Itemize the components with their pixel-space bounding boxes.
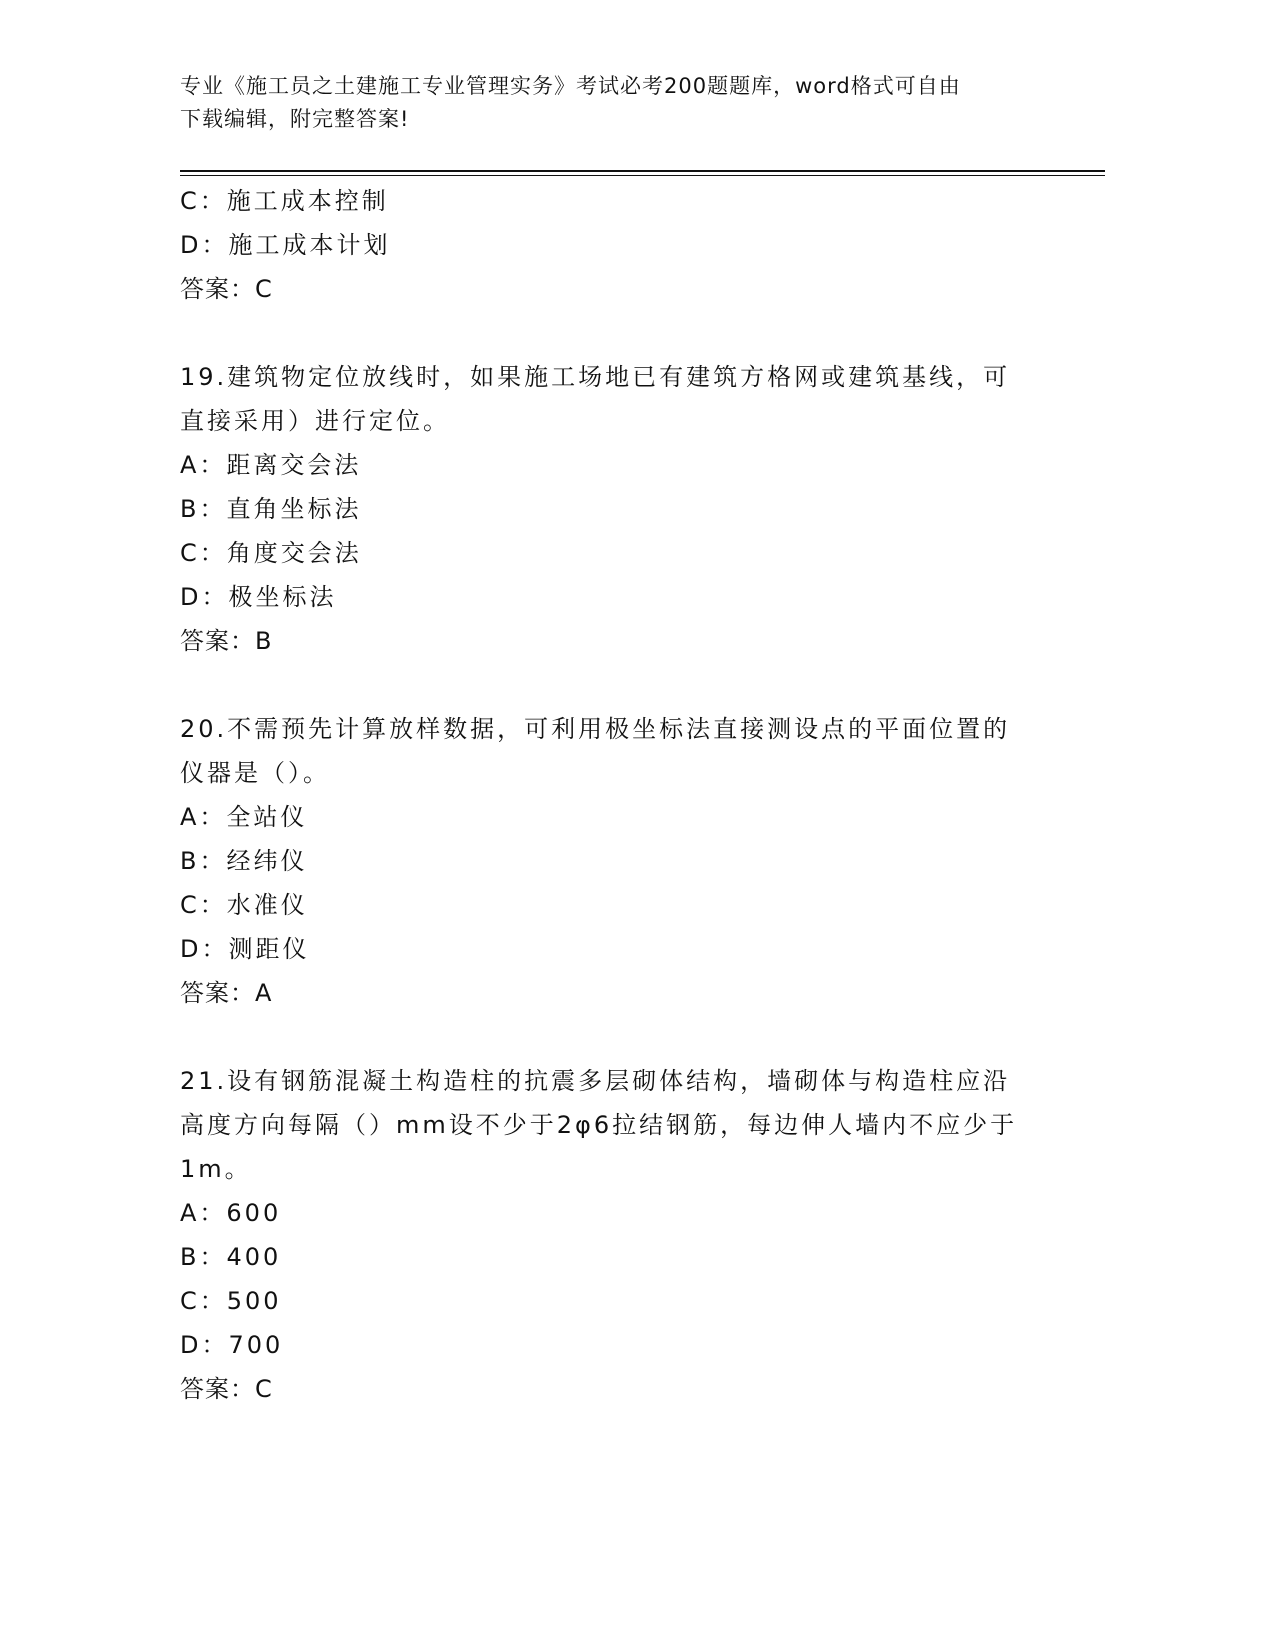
question-list (180, 179, 1080, 1411)
option-d: D：700 (180, 1331, 284, 1359)
answer: 答案：B (180, 627, 273, 655)
header-line-2: 下载编辑，附完整答案! (180, 107, 410, 131)
option-b: B：经纬仪 (180, 847, 308, 875)
header-divider-thick (180, 170, 1105, 172)
option-c: C：水准仪 (180, 891, 308, 919)
option-a: A：600 (180, 1199, 282, 1227)
option-c: C：500 (180, 1287, 282, 1315)
option-d: D：极坐标法 (180, 583, 337, 611)
question-stem-line: 19.建筑物定位放线时，如果施工场地已有建筑方格网或建筑基线，可 (180, 363, 1011, 391)
answer: 答案：A (180, 979, 273, 1007)
question-stem-line: 1m。 (180, 1155, 252, 1183)
question-stem-line: 21.设有钢筋混凝土构造柱的抗震多层砌体结构，墙砌体与构造柱应沿 (180, 1067, 1011, 1095)
option-c: C：施工成本控制 (180, 187, 389, 215)
answer: 答案：C (180, 275, 273, 303)
option-a: A：全站仪 (180, 803, 308, 831)
option-b: B：400 (180, 1243, 282, 1271)
option-b: B：直角坐标法 (180, 495, 362, 523)
question-18 (180, 179, 1080, 311)
header-divider-thin (180, 175, 1105, 176)
question-21 (180, 1059, 1080, 1411)
option-d: D：测距仪 (180, 935, 310, 963)
spacer (180, 663, 1080, 707)
question-stem-line: 仪器是（）。 (180, 759, 330, 787)
question-stem-line: 高度方向每隔（）mm设不少于2φ6拉结钢筋，每边伸人墙内不应少于 (180, 1111, 1018, 1139)
spacer (180, 311, 1080, 355)
question-19 (180, 355, 1080, 663)
answer: 答案：C (180, 1375, 273, 1403)
question-stem-line: 直接采用）进行定位。 (180, 407, 450, 435)
document-header (180, 70, 1060, 136)
spacer (180, 1015, 1080, 1059)
option-a: A：距离交会法 (180, 451, 362, 479)
option-d: D：施工成本计划 (180, 231, 391, 259)
question-stem-line: 20.不需预先计算放样数据，可利用极坐标法直接测设点的平面位置的 (180, 715, 1011, 743)
header-line-1: 专业《施工员之土建施工专业管理实务》考试必考200题题库，word格式可自由 (180, 74, 961, 98)
question-20 (180, 707, 1080, 1015)
option-c: C：角度交会法 (180, 539, 362, 567)
